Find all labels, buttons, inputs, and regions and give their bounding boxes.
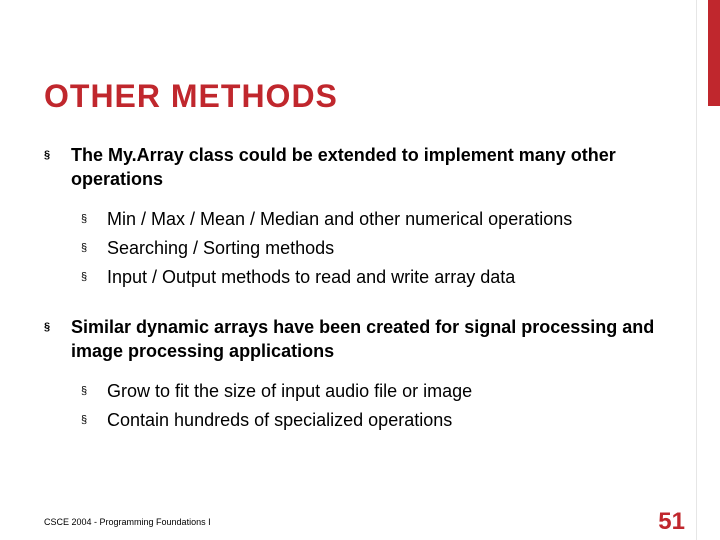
slide-title: OTHER METHODS — [44, 78, 338, 114]
bullet-icon: § — [44, 149, 51, 161]
sub-bullet-item — [71, 377, 684, 406]
slide-footer: CSCE 2004 - Programming Foundations I — [44, 517, 211, 527]
accent-bar — [708, 0, 720, 106]
bullet-text: Similar dynamic arrays have been created for signal processing and image processing applications — [71, 317, 655, 361]
bullet-icon: § — [81, 271, 88, 283]
page-number: 51 — [658, 508, 685, 535]
right-divider — [696, 0, 697, 540]
sub-bullet-text: Input / Output methods to read and write array data — [107, 267, 516, 287]
sub-bullet-text: Grow to fit the size of input audio file or image — [107, 381, 473, 401]
slide-content — [44, 143, 684, 435]
sub-bullet-text: Contain hundreds of specialized operations — [107, 410, 453, 430]
bullet-item — [44, 143, 684, 191]
sub-bullet-text: Searching / Sorting methods — [107, 238, 335, 258]
bullet-text: The My.Array class could be extended to implement many other operations — [71, 145, 616, 189]
bullet-icon: § — [81, 385, 88, 397]
sub-bullet-item — [71, 406, 684, 435]
bullet-icon: § — [81, 242, 88, 254]
bullet-icon: § — [44, 321, 51, 333]
sub-bullet-text: Min / Max / Mean / Median and other numerical operations — [107, 209, 573, 229]
sub-bullet-item — [71, 205, 684, 234]
sub-bullet-item — [71, 234, 684, 263]
sub-bullet-item — [71, 263, 684, 292]
bullet-icon: § — [81, 414, 88, 426]
sub-bullet-list — [44, 205, 684, 292]
bullet-item — [44, 315, 684, 363]
bullet-icon: § — [81, 213, 88, 225]
sub-bullet-list — [44, 377, 684, 435]
